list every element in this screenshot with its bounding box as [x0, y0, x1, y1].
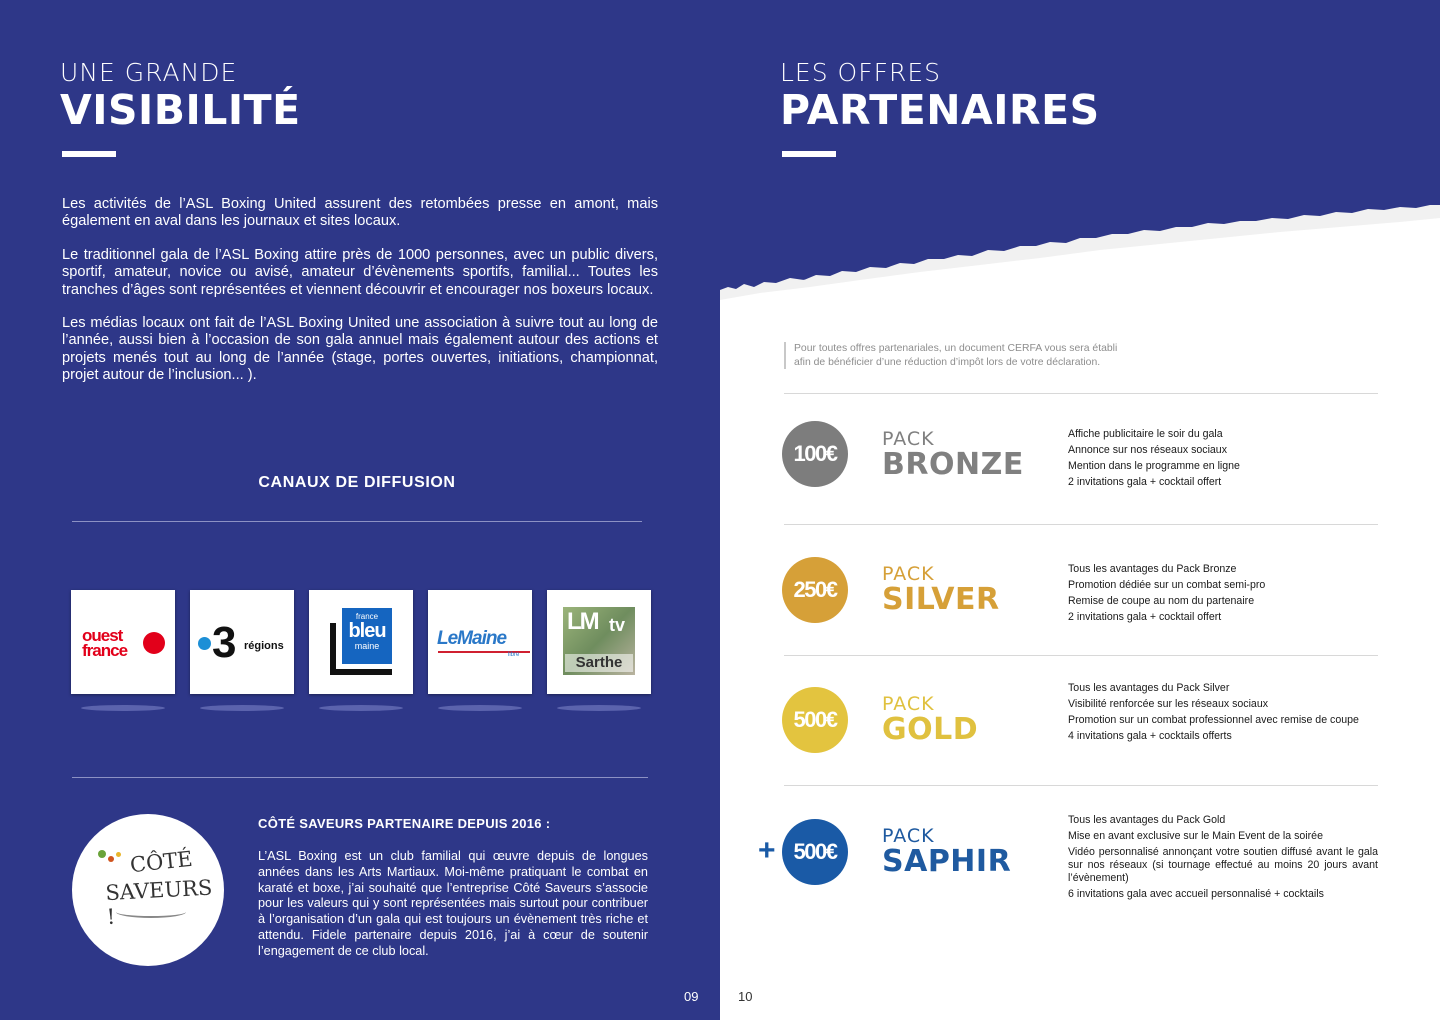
france3-dot-icon: [198, 637, 211, 650]
intro-text: [62, 196, 658, 401]
logo-text: tv: [609, 615, 626, 635]
note-line: afin de bénéficier d’une réduction d’impôt lors de votre déclaration.: [794, 356, 1101, 368]
feature-item: Visibilité renforcée sur les réseaux sociaux: [1068, 698, 1269, 710]
page-title: VISIBILITÉ: [60, 86, 301, 134]
feature-item: Mise en avant exclusive sur le Main Event de la soirée: [1068, 830, 1323, 842]
feature-item: Tous les avantages du Pack Silver: [1068, 682, 1230, 694]
olive-icon: [98, 850, 106, 858]
page-title: PARTENAIRES: [780, 86, 1100, 134]
pack-features-saphir: [1068, 814, 1378, 904]
pack-features-bronze: [1068, 428, 1378, 492]
feature-item: Mention dans le programme en ligne: [1068, 460, 1240, 472]
pack-features-gold: [1068, 682, 1378, 746]
logo-text: maine: [354, 641, 380, 651]
logo-text: SAVEURS !: [104, 875, 213, 930]
canaux-title: CANAUX DE DIFFUSION: [258, 474, 456, 491]
lmtv-logo: [547, 590, 651, 694]
feature-item: Tous les avantages du Pack Gold: [1068, 814, 1226, 826]
pack-name-silver: SILVER: [882, 582, 1000, 617]
dot-icon: [108, 856, 114, 862]
logo-text: LM: [567, 608, 598, 635]
intro-paragraph: Les médias locaux ont fait de l’ASL Boxing United une association à suivre tout au long de l’année, aussi bien à l’occasion de son gala annuel mais également autour des actions et projets menés tout au long de l’année (stage, portes ouvertes, initiations, championnat, projet autour de l’inclusion... ).: [62, 315, 658, 384]
divider: [784, 393, 1378, 394]
logo-text: ouest: [82, 626, 123, 645]
logo-text: CÔTÉ: [128, 846, 194, 878]
logo-shadow: [319, 705, 403, 711]
feature-item: Tous les avantages du Pack Bronze: [1068, 563, 1237, 575]
france3-logo: [190, 590, 294, 694]
divider: [784, 785, 1378, 786]
right-page: [720, 0, 1440, 1020]
logo-text: libre: [508, 652, 520, 658]
france-bleu-badge: [342, 608, 392, 664]
logo-text: Sarthe: [565, 654, 633, 672]
page-number: 09: [684, 989, 699, 1004]
plus-icon: +: [758, 834, 776, 867]
pack-features-silver: [1068, 563, 1378, 627]
ouest-france-logo: [71, 590, 175, 694]
pack-name-saphir: SAPHIR: [882, 844, 1012, 879]
le-maine-logo: [428, 590, 532, 694]
cote-saveurs-logo: [72, 814, 224, 966]
feature-item: Remise de coupe au nom du partenaire: [1068, 595, 1255, 607]
partner-title: CÔTÉ SAVEURS PARTENAIRE DEPUIS 2016 :: [258, 816, 551, 831]
logo-text: LeMaine: [437, 628, 507, 649]
intro-paragraph: Les activités de l’ASL Boxing United assurent des retombées presse en amont, mais également en aval dans les journaux et sites locaux.: [62, 196, 658, 230]
feature-item: 2 invitations gala + cocktail offert: [1068, 611, 1222, 623]
logo-text: régions: [244, 640, 284, 652]
partner-text: L’ASL Boxing est un club familial qui œuvre depuis de longues années dans les Arts Martiaux. Moi-même pratiquant le combat en karaté et boxe, j’ai souhaité que l’entreprise Côté Saveurs s’associe pour les valeurs qui y sont représentées mais surtout pour contribuer à l’organisation d’un gala qui est toujours un évènement très riche et attendu. Fidele partenaire depuis 2016, j’ai à cœur de soutenir l’engagement de ce club local.: [258, 849, 648, 958]
logo-shadow: [557, 705, 641, 711]
feature-item: Affiche publicitaire le soir du gala: [1068, 428, 1223, 440]
feature-item: 6 invitations gala avec accueil personnalisé + cocktails: [1068, 888, 1324, 900]
header-small: LES OFFRES: [780, 58, 942, 87]
pack-word: PACK: [882, 693, 935, 715]
divider: [72, 521, 642, 522]
logo-text: 3: [212, 618, 237, 667]
logo-shadow: [438, 705, 522, 711]
title-underline: [782, 151, 836, 157]
page-number: 10: [738, 989, 753, 1004]
pack-name-gold: GOLD: [882, 712, 979, 747]
divider: [72, 777, 648, 778]
france-bleu-logo: [309, 590, 413, 694]
cerfa-note: [784, 342, 1117, 369]
logo-shadow: [200, 705, 284, 711]
pack-word: PACK: [882, 563, 935, 585]
smile-icon: [116, 906, 186, 918]
feature-item: 2 invitations gala + cocktail offert: [1068, 476, 1222, 488]
header-small: UNE GRANDE: [60, 58, 238, 87]
dot-icon: [116, 852, 121, 857]
feature-item: Promotion dédiée sur un combat semi-pro: [1068, 579, 1266, 591]
pack-word: PACK: [882, 825, 935, 847]
price-badge-gold: 500€: [782, 687, 848, 753]
price-badge-saphir: 500€: [782, 819, 848, 885]
note-line: Pour toutes offres partenariales, un document CERFA vous sera établi: [794, 343, 1118, 354]
ouest-france-circle-icon: [143, 632, 165, 654]
pack-name-bronze: BRONZE: [882, 447, 1024, 482]
pack-word: PACK: [882, 428, 935, 450]
logo-text: france: [82, 641, 128, 660]
feature-item: Promotion sur un combat professionnel avec remise de coupe: [1068, 714, 1359, 726]
title-underline: [62, 151, 116, 157]
feature-item: Vidéo personnalisé annonçant votre soutien diffusé avant le gala sur nos réseaux (si tournage effectué au moins 20 jours avant l’évènement): [1068, 846, 1378, 884]
logo-shadow: [81, 705, 165, 711]
feature-item: 4 invitations gala + cocktails offerts: [1068, 730, 1232, 742]
divider: [784, 524, 1378, 525]
intro-paragraph: Le traditionnel gala de l’ASL Boxing attire près de 1000 personnes, avec un public divers, sportif, amateur, novice ou avisé, amateur d’évènements sportifs, familial... Toutes les tranches d’âges sont représentées et viennent découvrir et encourager nos boxeurs locaux.: [62, 246, 658, 298]
logo-text: france: [355, 612, 379, 621]
price-badge-bronze: 100€: [782, 421, 848, 487]
divider: [784, 655, 1378, 656]
price-badge-silver: 250€: [782, 557, 848, 623]
feature-item: Annonce sur nos réseaux sociaux: [1068, 444, 1227, 456]
logo-text: bleu: [348, 620, 386, 642]
